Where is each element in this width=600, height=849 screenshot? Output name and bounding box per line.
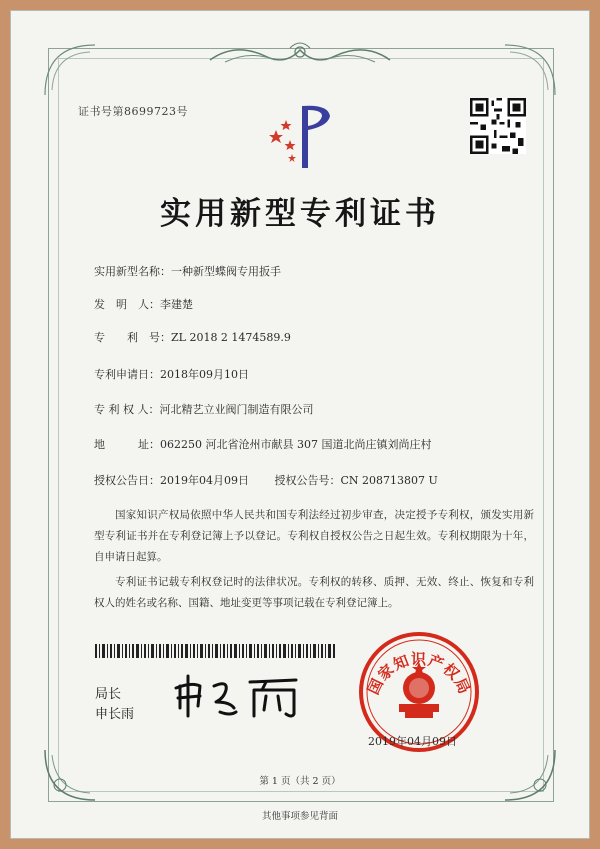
qr-code-icon (470, 98, 526, 154)
footer-note: 其他事项参见背面 (261, 811, 338, 822)
field-patent-number (94, 329, 291, 345)
field-value: 河北精艺立业阀门制造有限公司 (159, 403, 314, 416)
certificate-number: 证书号第8699723号 (78, 105, 188, 118)
field-value: 李建楚 (160, 298, 193, 311)
field-value: 062250 河北省沧州市献县 307 国道北尚庄镇刘尚庄村 (160, 438, 432, 451)
field-value: ZL 2018 2 1474589.9 (171, 331, 291, 344)
paragraph-legal-status: 专利证书记载专利权登记时的法律状况。专利权的转移、质押、无效、终止、恢复和专利权人的姓名或名称、国籍、地址变更等事项记载在专利登记簿上。 (94, 576, 534, 609)
field-address (94, 436, 431, 452)
field-inventor (94, 296, 193, 312)
field-label: 专利申请日： (94, 368, 160, 381)
field-value: 2019年04月09日 (160, 474, 249, 487)
field-label: 发 明 人： (94, 298, 160, 311)
seal-date: 2019年04月09日 (368, 735, 457, 748)
field-application-date (94, 366, 249, 382)
top-ornament (205, 40, 395, 68)
seal-text: 国家知识产权局 (364, 650, 474, 698)
director-signature-icon (170, 672, 310, 720)
field-label: 授权公告日： (94, 474, 160, 487)
field-label: 授权公告号： (274, 474, 341, 487)
corner-ornament-top-left (40, 40, 100, 100)
field-label: 专 利 号： (94, 331, 171, 344)
director-name-label: 申长雨 (95, 707, 135, 722)
director-title-label: 局长 (95, 687, 122, 702)
field-label: 专 利 权 人： (94, 403, 160, 416)
certificate-title: 实用新型专利证书 (160, 196, 440, 232)
paragraph-grant: 国家知识产权局依照中华人民共和国专利法经过初步审查，决定授予专利权，颁发实用新型专利证书并在专利登记簿上予以登记。专利权自授权公告之日起生效。专利权期限为十年，自申请日起算。 (94, 509, 534, 563)
corner-ornament-top-right (500, 40, 560, 100)
field-value: CN 208713807 U (340, 474, 438, 487)
page-number: 第 1 页（共 2 页） (259, 776, 341, 787)
field-label: 实用新型名称： (94, 265, 171, 278)
field-value: 一种新型蝶阀专用扳手 (171, 265, 281, 278)
director-labels (95, 685, 134, 725)
field-grant-date (94, 472, 438, 488)
patent-office-logo-icon (262, 96, 352, 176)
field-patentee (94, 401, 314, 417)
barcode-icon (95, 644, 335, 658)
field-label: 地 址： (94, 438, 160, 451)
field-value: 2018年09月10日 (160, 368, 249, 381)
field-utility-name (94, 263, 281, 279)
